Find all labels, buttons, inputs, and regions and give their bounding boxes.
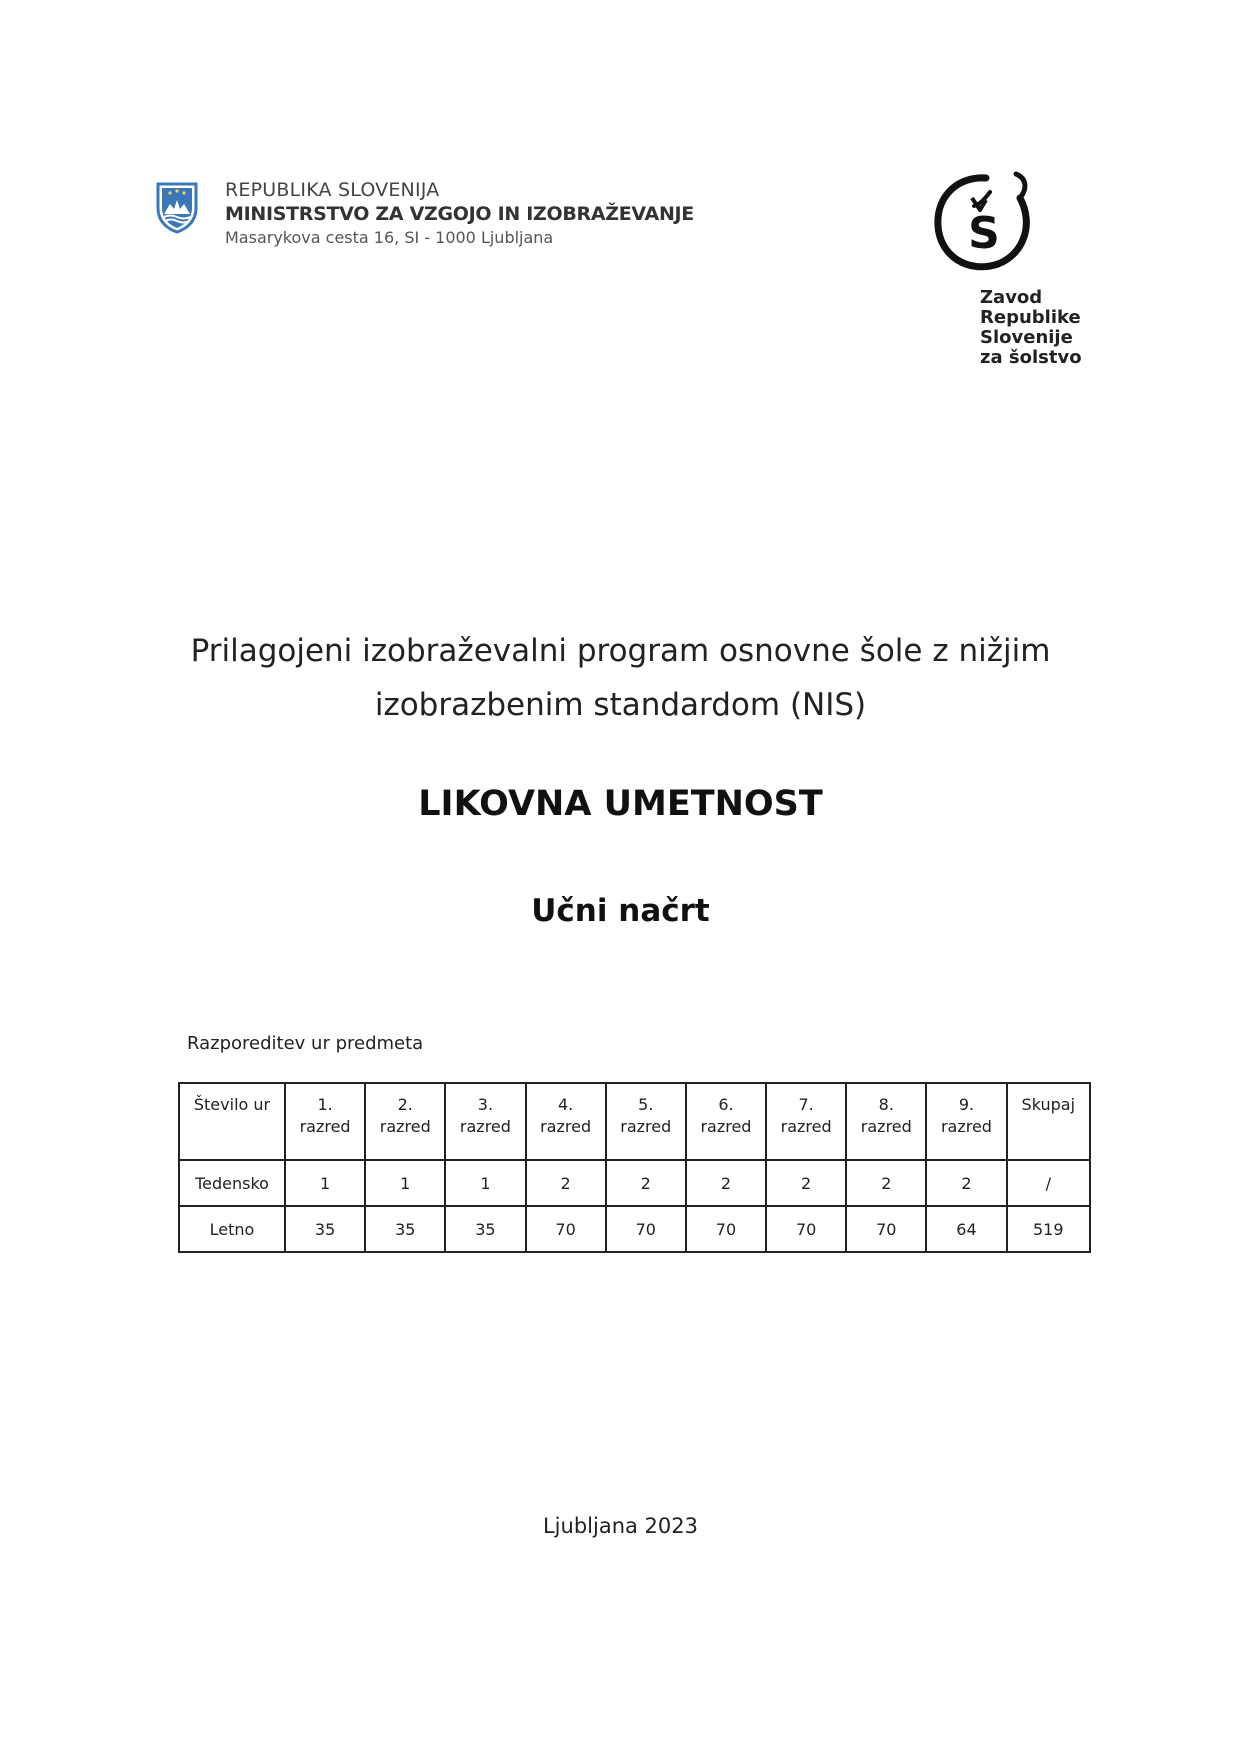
grade-number: 4. — [557, 1095, 574, 1114]
institute-header — [928, 170, 1082, 370]
grade-word: razred — [459, 1117, 511, 1136]
table-row — [179, 1160, 1090, 1206]
header-cell — [526, 1083, 606, 1160]
header-cell — [686, 1083, 766, 1160]
ministry-address: Masarykova cesta 16, SI - 1000 Ljubljana — [225, 228, 554, 247]
place-and-year: Ljubljana 2023 — [542, 1514, 698, 1538]
table-cell: 35 — [445, 1206, 525, 1252]
institute-line-1: Zavod — [980, 287, 1043, 308]
table-cell: 1 — [285, 1160, 365, 1206]
grade-number: 6. — [718, 1095, 734, 1114]
svg-text:S: S — [968, 208, 1000, 259]
ministry-name: MINISTRSTVO ZA VZGOJO IN IZOBRAŽEVANJE — [225, 203, 694, 225]
header-cell: Število ur — [179, 1083, 285, 1160]
row-label: Letno — [179, 1206, 285, 1252]
table-cell: 2 — [846, 1160, 926, 1206]
header-cell — [365, 1083, 445, 1160]
institute-line-2: Republike — [980, 307, 1081, 328]
grade-number: 8. — [878, 1095, 894, 1114]
grade-number: 5. — [638, 1095, 654, 1114]
grade-number: 1. — [317, 1095, 333, 1114]
table-row — [179, 1206, 1090, 1252]
table-cell: 2 — [766, 1160, 846, 1206]
grade-word: razred — [540, 1117, 592, 1136]
institute-line-4: za šolstvo — [980, 347, 1082, 368]
table-cell: 64 — [926, 1206, 1006, 1252]
table-cell: 70 — [846, 1206, 926, 1252]
program-title-line-1: Prilagojeni izobraževalni program osnovne šole z nižjim — [190, 633, 1051, 669]
institute-name — [980, 288, 1082, 368]
grade-number: 9. — [958, 1095, 975, 1114]
header-cell — [606, 1083, 686, 1160]
header-cell: Skupaj — [1007, 1083, 1090, 1160]
table-cell-total: / — [1007, 1160, 1090, 1206]
subject-title: LIKOVNA UMETNOST — [418, 784, 823, 824]
table-cell: 35 — [285, 1206, 365, 1252]
table-cell: 70 — [686, 1206, 766, 1252]
ministry-text — [225, 178, 694, 250]
grade-word: razred — [299, 1117, 351, 1136]
table-cell: 2 — [926, 1160, 1006, 1206]
header-cell — [445, 1083, 525, 1160]
grade-word: razred — [860, 1117, 912, 1136]
grade-word: razred — [940, 1117, 992, 1136]
program-title — [0, 624, 1241, 732]
table-cell: 1 — [365, 1160, 445, 1206]
grade-number: 7. — [798, 1095, 814, 1114]
grade-word: razred — [700, 1117, 752, 1136]
program-title-line-2: izobrazbenim standardom (NIS) — [374, 687, 867, 723]
grade-number: 3. — [477, 1095, 494, 1114]
table-cell: 2 — [526, 1160, 606, 1206]
table-cell: 70 — [766, 1206, 846, 1252]
ministry-country: REPUBLIKA SLOVENIJA — [225, 179, 440, 201]
header-cell — [926, 1083, 1006, 1160]
table-cell: 35 — [365, 1206, 445, 1252]
grade-number: 2. — [397, 1095, 413, 1114]
grade-word: razred — [379, 1117, 431, 1136]
table-cell-total: 519 — [1007, 1206, 1090, 1252]
table-cell: 1 — [445, 1160, 525, 1206]
header-cell — [766, 1083, 846, 1160]
hours-table — [178, 1082, 1091, 1253]
zrss-logo-icon — [928, 170, 1038, 280]
institute-line-3: Slovenije — [980, 327, 1073, 348]
document-type: Učni načrt — [531, 893, 710, 929]
table-header-row — [179, 1083, 1090, 1160]
grade-word: razred — [620, 1117, 672, 1136]
table-cell: 2 — [606, 1160, 686, 1206]
header-cell — [846, 1083, 926, 1160]
table-caption: Razporeditev ur predmeta — [187, 1033, 424, 1054]
table-cell: 70 — [526, 1206, 606, 1252]
table-cell: 2 — [686, 1160, 766, 1206]
header-cell — [285, 1083, 365, 1160]
row-label: Tedensko — [179, 1160, 285, 1206]
table-cell: 70 — [606, 1206, 686, 1252]
slovenia-coat-of-arms-icon — [156, 182, 198, 234]
grade-word: razred — [780, 1117, 832, 1136]
